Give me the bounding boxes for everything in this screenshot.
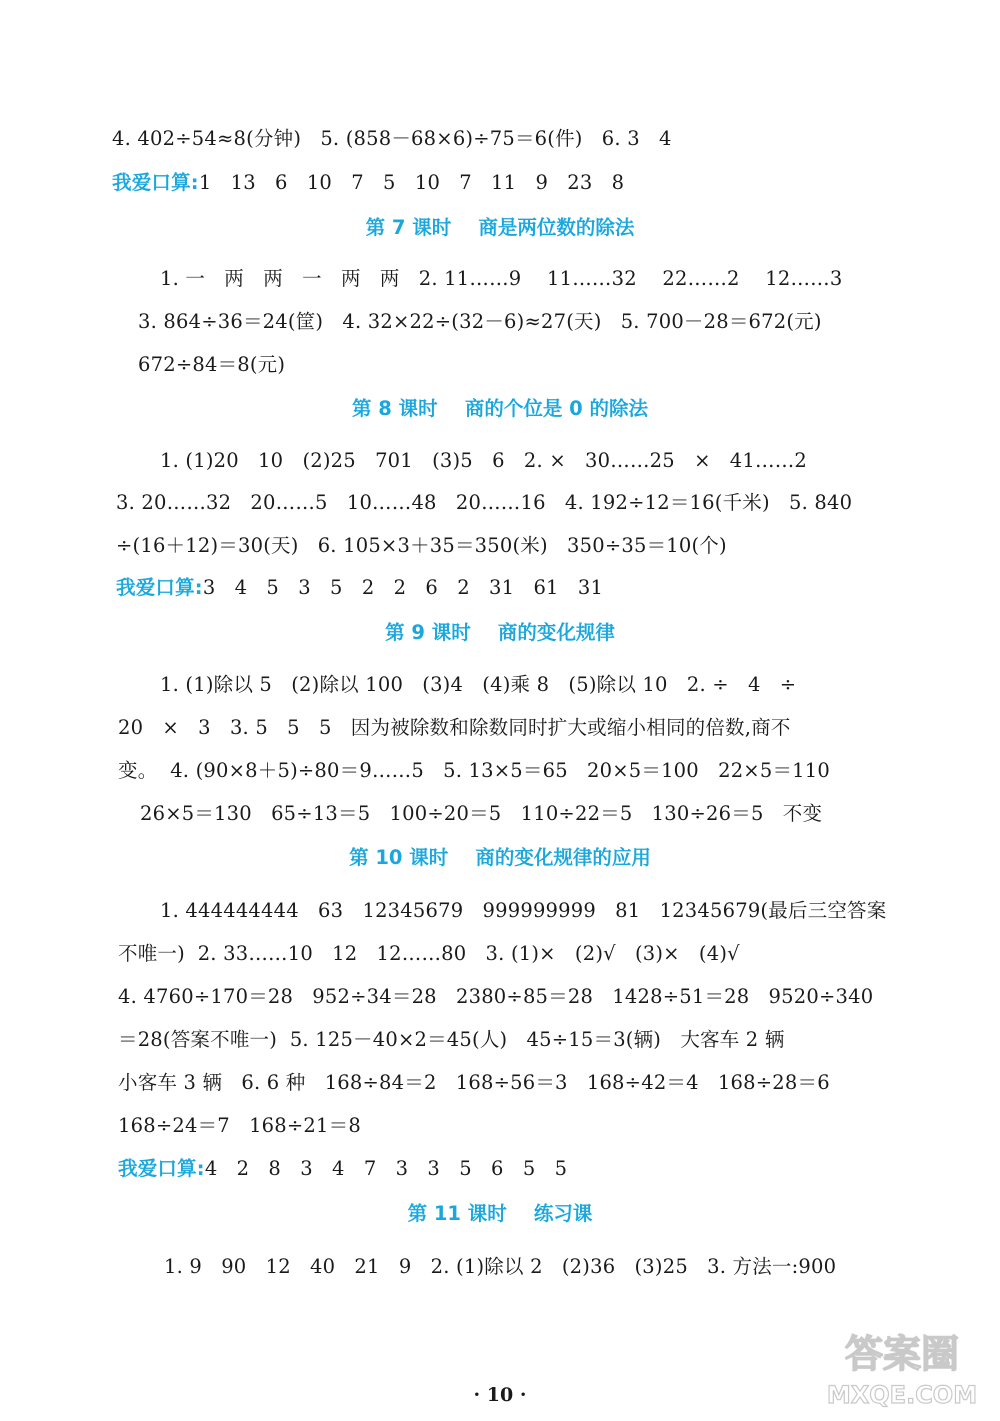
- answer-line: ÷(16＋12)＝30(天) 6. 105×3＋35＝350(米) 350÷35＝10(个): [116, 534, 727, 557]
- section-heading-lesson-9: 第 9 课时 商的变化规律: [385, 621, 615, 644]
- oral-calc-row: [116, 575, 603, 601]
- answer-line: 168÷24＝7 168÷21＝8: [118, 1114, 361, 1137]
- answer-line: 变。 4. (90×8＋5)÷80＝9……5 5. 13×5＝65 20×5＝100 22×5＝110: [118, 759, 830, 782]
- oral-calc-row: [118, 1156, 567, 1182]
- oral-calc-label: 我爱口算:: [118, 1157, 205, 1180]
- answer-line: ＝28(答案不唯一) 5. 125－40×2＝45(人) 45÷15＝3(辆) 大客车 2 辆: [118, 1028, 785, 1051]
- oral-calc-label: 我爱口算:: [112, 171, 199, 194]
- answer-line: 1. 444444444 63 12345679 999999999 81 12345679(最后三空答案: [160, 899, 887, 922]
- answer-line: 3. 20……32 20……5 10……48 20……16 4. 192÷12＝16(千米) 5. 840: [116, 491, 853, 514]
- watermark-bottom-text: MXQE.COM: [826, 1381, 978, 1409]
- answer-line: 4. 4760÷170＝28 952÷34＝28 2380÷85＝28 1428÷51＝28 9520÷340: [118, 985, 874, 1008]
- watermark-top-text: 答案圈: [844, 1332, 960, 1376]
- section-heading-lesson-8: 第 8 课时 商的个位是 0 的除法: [352, 397, 648, 420]
- answer-line: 26×5＝130 65÷13＝5 100÷20＝5 110÷22＝5 130÷26＝5 不变: [140, 802, 823, 825]
- answer-line: 1. 9 90 12 40 21 9 2. (1)除以 2 (2)36 (3)25 3. 方法一:900: [164, 1255, 837, 1278]
- answer-line: 不唯一) 2. 33……10 12 12……80 3. (1)× (2)√ (3)× (4)√: [118, 942, 740, 965]
- oral-calc-values: 3 4 5 3 5 2 2 6 2 31 61 31: [202, 576, 604, 599]
- answer-line: 小客车 3 辆 6. 6 种 168÷84＝2 168÷56＝3 168÷42＝4 168÷28＝6: [118, 1071, 830, 1094]
- oral-calc-row: [112, 170, 624, 196]
- oral-calc-values: 1 13 6 10 7 5 10 7 11 9 23 8: [198, 171, 625, 194]
- answer-line: 1. (1)除以 5 (2)除以 100 (3)4 (4)乘 8 (5)除以 10 2. ÷ 4 ÷: [160, 673, 797, 696]
- answer-line: 1. (1)20 10 (2)25 701 (3)5 6 2. × 30……25 × 41……2: [160, 449, 808, 472]
- answer-line: 1. 一 两 两 一 两 两 2. 11……9 11……32 22……2 12……3: [160, 267, 843, 290]
- page-number: · 10 ·: [473, 1384, 527, 1406]
- answer-line: 3. 864÷36＝24(筐) 4. 32×22÷(32－6)≈27(天) 5. 700－28＝672(元): [138, 310, 822, 333]
- answer-line: 672÷84＝8(元): [138, 353, 286, 376]
- watermark-logo: [822, 1323, 982, 1411]
- section-heading-lesson-10: 第 10 课时 商的变化规律的应用: [349, 846, 651, 869]
- section-heading-lesson-11: 第 11 课时 练习课: [407, 1202, 593, 1225]
- answer-line: 20 × 3 3. 5 5 5 因为被除数和除数同时扩大或缩小相同的倍数,商不: [118, 716, 791, 739]
- answer-line: 4. 402÷54≈8(分钟) 5. (858－68×6)÷75＝6(件) 6. 3 4: [112, 127, 672, 150]
- oral-calc-label: 我爱口算:: [116, 576, 203, 599]
- oral-calc-values: 4 2 8 3 4 7 3 3 5 6 5 5: [204, 1157, 568, 1180]
- section-heading-lesson-7: 第 7 课时 商是两位数的除法: [365, 216, 635, 239]
